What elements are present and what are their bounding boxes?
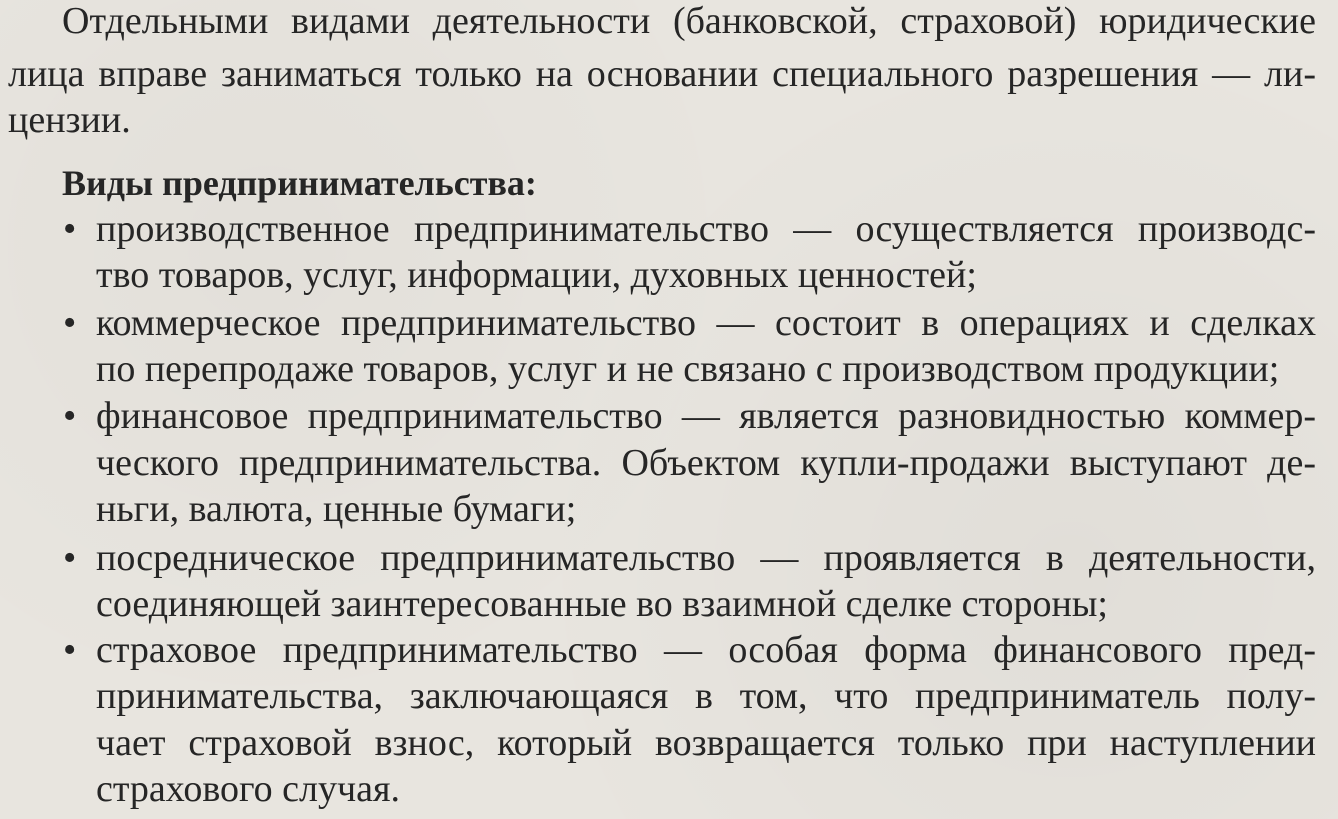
list-item-line: тво товаров, услуг, информации, духовных ценностей; — [96, 254, 977, 296]
bullet-icon: • — [63, 208, 77, 250]
intro-line-3: цензии. — [8, 99, 131, 141]
list-item-line: ческого предпринимательства. Объектом купли-продажи выступают де- — [96, 442, 1316, 484]
list-item-line: посредническое предпринимательство — проявляется в деятельности, — [96, 537, 1316, 579]
bullet-icon: • — [63, 395, 77, 437]
list-item-line: страхового случая. — [96, 768, 400, 810]
list-item-line: чает страховой взнос, который возвращается только при наступлении — [96, 722, 1316, 764]
list-item-line: коммерческое предпринимательство — состоит в операциях и сделках — [96, 302, 1316, 344]
list-item-line: финансовое предпринимательство — является разновидностью коммер- — [96, 395, 1316, 437]
intro-line-1: Отдельными видами деятельности (банковской, страховой) юридические — [62, 0, 1316, 42]
bullet-icon: • — [63, 537, 77, 579]
list-item-line: по перепродаже товаров, услуг и не связано с производством продукции; — [96, 348, 1280, 390]
bullet-icon: • — [63, 302, 77, 344]
list-item-line: соединяющей заинтересованные во взаимной сделке стороны; — [96, 583, 1108, 625]
intro-line-2: лица вправе заниматься только на основании специального разрешения — ли- — [8, 53, 1316, 95]
bullet-icon: • — [63, 629, 77, 671]
list-item-line: производственное предпринимательство — осуществляется производс- — [96, 208, 1316, 250]
section-heading: Виды предпринимательства: — [62, 163, 537, 203]
list-item-line: страховое предпринимательство — особая форма финансового пред- — [96, 629, 1316, 671]
list-item-line: ньги, валюта, ценные бумаги; — [96, 488, 577, 530]
list-item-line: принимательства, заключающаяся в том, что предприниматель полу- — [96, 675, 1316, 717]
